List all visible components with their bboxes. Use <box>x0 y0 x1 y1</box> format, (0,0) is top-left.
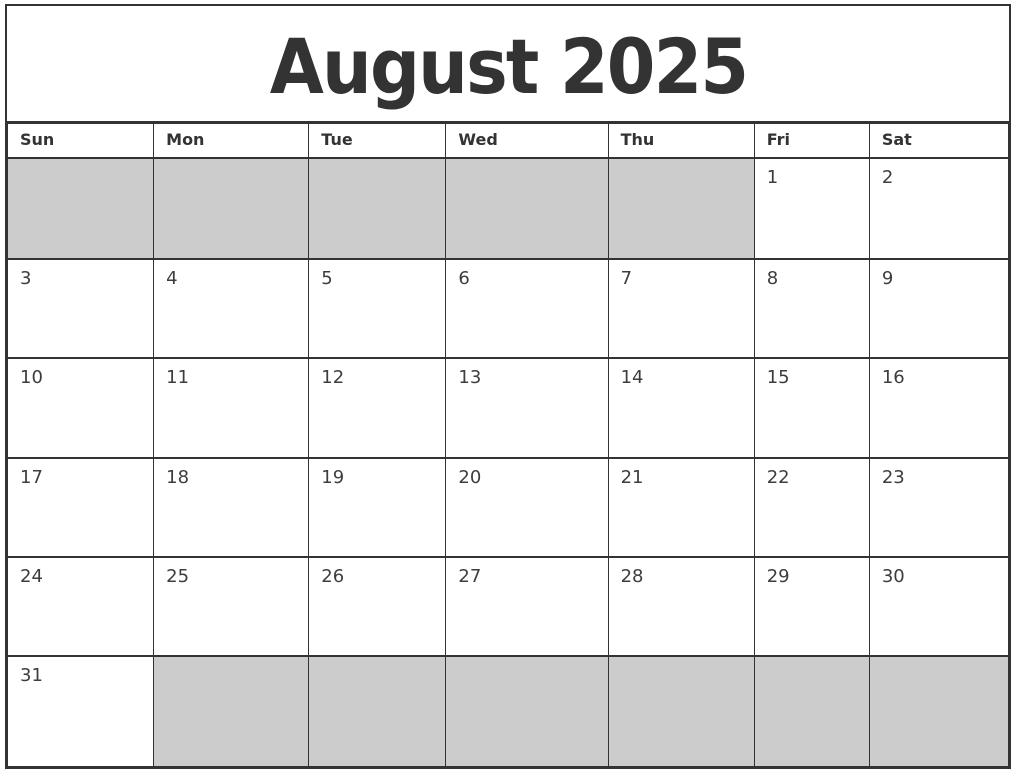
day-cell: 5 <box>309 259 446 358</box>
weekday-header-tue: Tue <box>309 124 446 158</box>
empty-day-cell <box>869 656 1008 767</box>
day-cell: 11 <box>154 358 309 458</box>
empty-day-cell <box>309 656 446 767</box>
day-cell: 24 <box>8 557 154 656</box>
empty-day-cell <box>154 656 309 767</box>
weekday-header-sat: Sat <box>869 124 1008 158</box>
empty-day-cell <box>154 158 309 259</box>
empty-day-cell <box>446 158 608 259</box>
weekday-header-thu: Thu <box>608 124 754 158</box>
calendar-title-bar <box>7 6 1009 123</box>
weekday-header-mon: Mon <box>154 124 309 158</box>
empty-day-cell <box>446 656 608 767</box>
day-cell: 12 <box>309 358 446 458</box>
calendar-grid <box>7 123 1009 767</box>
day-cell: 7 <box>608 259 754 358</box>
day-cell: 6 <box>446 259 608 358</box>
calendar-title: August 2025 <box>269 22 747 111</box>
day-cell: 22 <box>754 458 869 557</box>
day-cell: 16 <box>869 358 1008 458</box>
empty-day-cell <box>608 158 754 259</box>
day-cell: 17 <box>8 458 154 557</box>
day-cell: 13 <box>446 358 608 458</box>
empty-day-cell <box>309 158 446 259</box>
week-row <box>8 358 1009 458</box>
empty-day-cell <box>754 656 869 767</box>
day-cell: 8 <box>754 259 869 358</box>
day-cell: 10 <box>8 358 154 458</box>
week-row <box>8 158 1009 259</box>
day-cell: 15 <box>754 358 869 458</box>
week-row <box>8 557 1009 656</box>
empty-day-cell <box>608 656 754 767</box>
day-cell: 9 <box>869 259 1008 358</box>
day-cell: 2 <box>869 158 1008 259</box>
weekday-header-fri: Fri <box>754 124 869 158</box>
week-row <box>8 458 1009 557</box>
calendar <box>5 4 1011 769</box>
week-row <box>8 656 1009 767</box>
day-cell: 25 <box>154 557 309 656</box>
day-cell: 31 <box>8 656 154 767</box>
weekday-header-wed: Wed <box>446 124 608 158</box>
day-cell: 18 <box>154 458 309 557</box>
day-cell: 30 <box>869 557 1008 656</box>
day-cell: 27 <box>446 557 608 656</box>
day-cell: 14 <box>608 358 754 458</box>
empty-day-cell <box>8 158 154 259</box>
day-cell: 29 <box>754 557 869 656</box>
day-cell: 4 <box>154 259 309 358</box>
day-cell: 21 <box>608 458 754 557</box>
day-cell: 26 <box>309 557 446 656</box>
day-cell: 3 <box>8 259 154 358</box>
weekday-header-sun: Sun <box>8 124 154 158</box>
day-cell: 28 <box>608 557 754 656</box>
weekday-header-row <box>8 124 1009 158</box>
day-cell: 23 <box>869 458 1008 557</box>
day-cell: 19 <box>309 458 446 557</box>
day-cell: 1 <box>754 158 869 259</box>
day-cell: 20 <box>446 458 608 557</box>
week-row <box>8 259 1009 358</box>
